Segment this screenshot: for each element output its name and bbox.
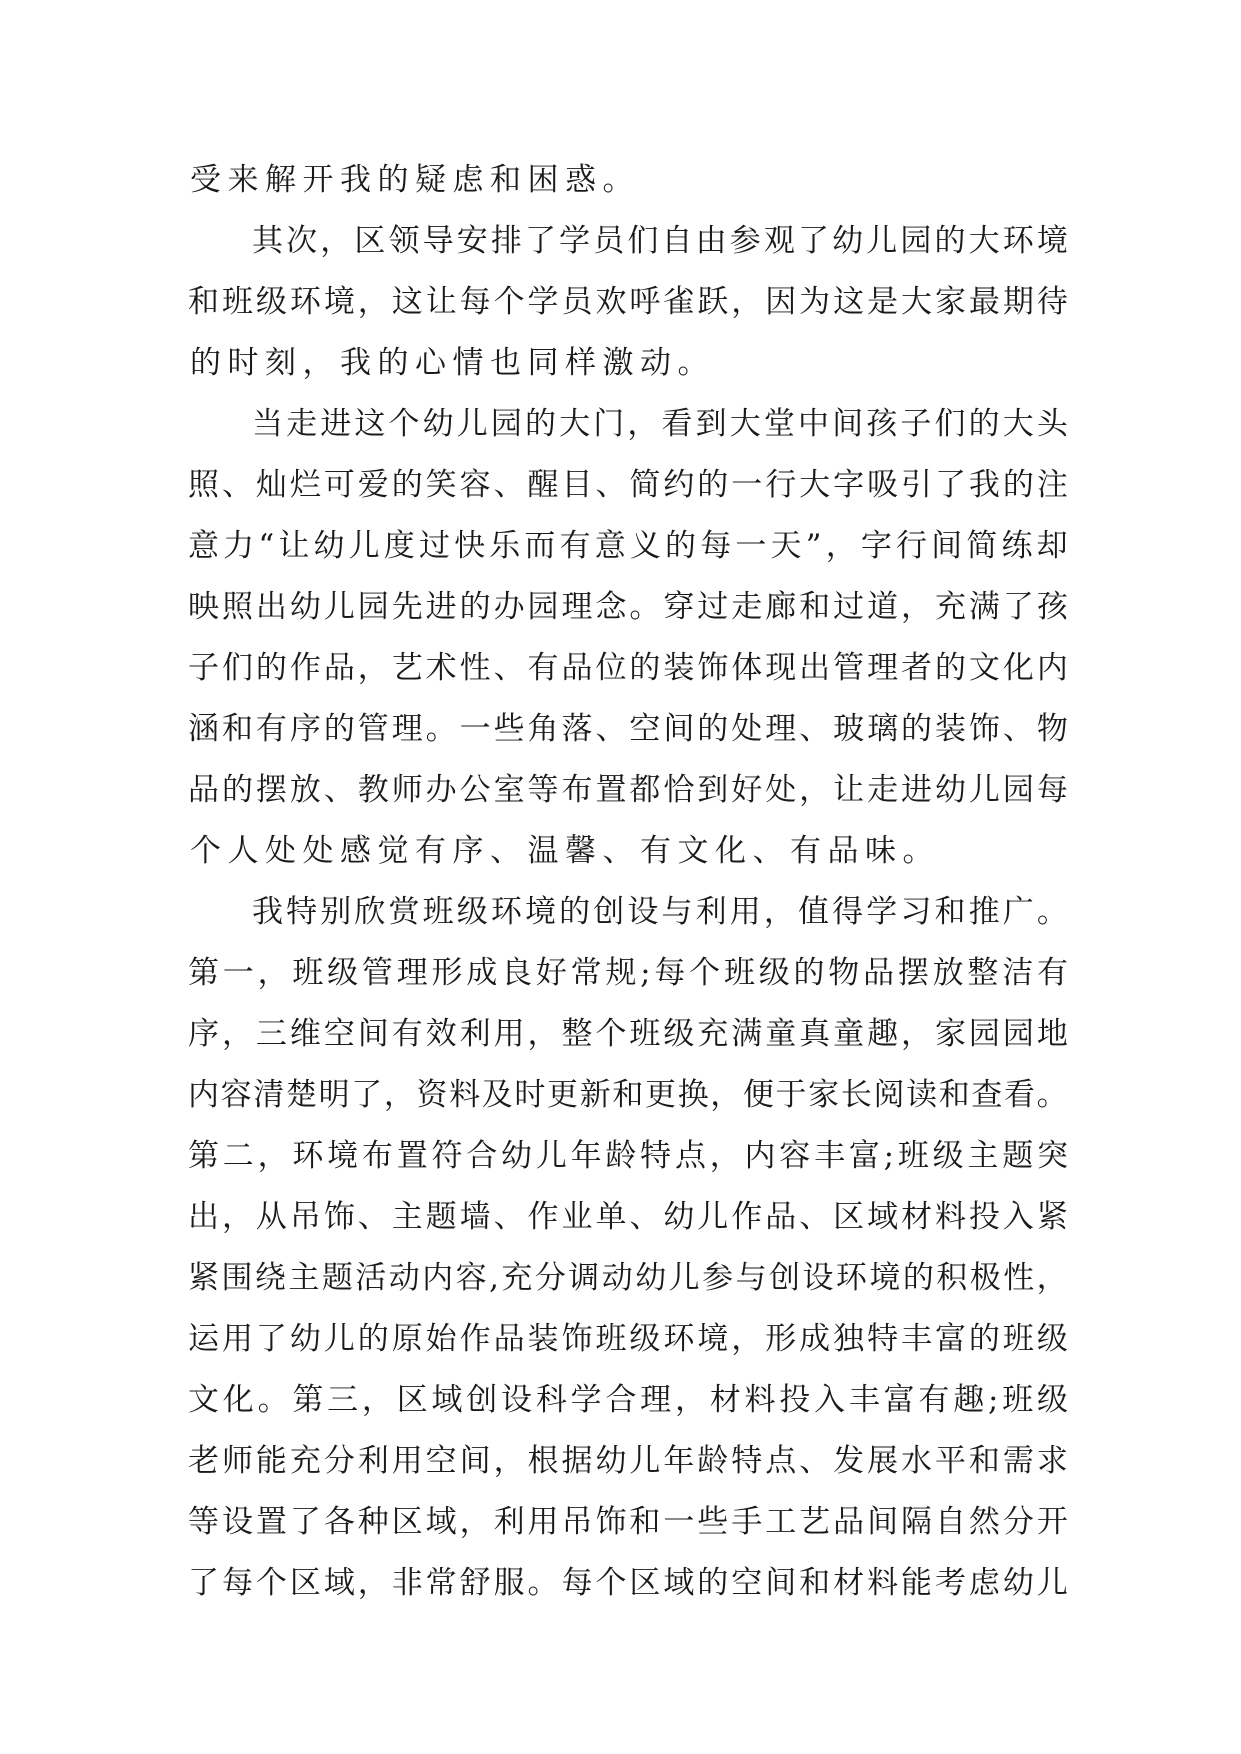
text-line [190, 943, 1070, 1004]
text-line-content: 文 化 。 第 三 ， 区 域 创 设 科 学 合 理 ， 材 料 投 入 丰 富 有 趣 ; 班 级 [188, 1382, 1068, 1418]
body-text [190, 150, 1070, 1614]
text-line-content: 个人处处感觉有序、温馨、有文化、有品味。 [190, 833, 940, 869]
text-line-content: 内 容 清 楚 明 了 ， 资 料 及 时 更 新 和 更 换 ， 便 于 家 长 阅 读 和 查 看 。 [188, 1077, 1068, 1113]
text-line-content: 受来解开我的疑虑和困惑。 [190, 162, 640, 198]
text-line [190, 1309, 1070, 1370]
text-line [190, 272, 1070, 333]
text-line-content: 其 次 ， 区 领 导 安 排 了 学 员 们 自 由 参 观 了 幼 儿 园 的 大 环 境 [252, 223, 1068, 259]
text-line-content: 照 、 灿 烂 可 爱 的 笑 容 、 醒 目 、 简 约 的 一 行 大 字 吸 引 了 我 的 注 [188, 467, 1068, 503]
text-line [190, 1248, 1070, 1309]
text-line [190, 1004, 1070, 1065]
text-line [190, 577, 1070, 638]
text-line [190, 760, 1070, 821]
text-line-content: 和 班 级 环 境 ， 这 让 每 个 学 员 欢 呼 雀 跃 ， 因 为 这 是 大 家 最 期 待 [188, 284, 1068, 320]
text-line [190, 1553, 1070, 1614]
text-line [190, 1370, 1070, 1431]
text-line [190, 638, 1070, 699]
text-line-content: 老 师 能 充 分 利 用 空 间 ， 根 据 幼 儿 年 龄 特 点 、 发 展 水 平 和 需 求 [188, 1443, 1068, 1479]
text-line [190, 516, 1070, 577]
text-line [190, 455, 1070, 516]
text-line-content: 第 一 ， 班 级 管 理 形 成 良 好 常 规 ; 每 个 班 级 的 物 品 摆 放 整 洁 有 [188, 955, 1068, 991]
text-line-content: 涵 和 有 序 的 管 理 。 一 些 角 落 、 空 间 的 处 理 、 玻 璃 的 装 饰 、 物 [188, 711, 1068, 747]
text-line-content: 第 二 ， 环 境 布 置 符 合 幼 儿 年 龄 特 点 ， 内 容 丰 富 ; 班 级 主 题 突 [188, 1138, 1068, 1174]
text-line [190, 1492, 1070, 1553]
text-line-content: 子 们 的 作 品 ， 艺 术 性 、 有 品 位 的 装 饰 体 现 出 管 理 者 的 文 化 内 [188, 650, 1068, 686]
text-line [190, 1126, 1070, 1187]
text-line-content: 运 用 了 幼 儿 的 原 始 作 品 装 饰 班 级 环 境 ， 形 成 独 特 丰 富 的 班 级 [188, 1321, 1068, 1357]
text-line-content: 序 ， 三 维 空 间 有 效 利 用 ， 整 个 班 级 充 满 童 真 童 趣 ， 家 园 园 地 [188, 1016, 1068, 1052]
text-line [190, 1065, 1070, 1126]
text-line [190, 211, 1070, 272]
text-line-content: 我 特 别 欣 赏 班 级 环 境 的 创 设 与 利 用 ， 值 得 学 习 和 推 广 。 [252, 894, 1068, 930]
text-line-content: 映 照 出 幼 儿 园 先 进 的 办 园 理 念 。 穿 过 走 廊 和 过 道 ， 充 满 了 孩 [188, 589, 1068, 625]
text-line [190, 882, 1070, 943]
text-line-content: 紧 围 绕 主 题 活 动 内 容 , 充 分 调 动 幼 儿 参 与 创 设 环 境 的 积 极 性 ， [188, 1260, 1068, 1296]
text-line [190, 699, 1070, 760]
text-line [190, 394, 1070, 455]
text-line-content: 等 设 置 了 各 种 区 域 ， 利 用 吊 饰 和 一 些 手 工 艺 品 间 隔 自 然 分 开 [188, 1504, 1068, 1540]
text-line [190, 150, 1070, 211]
text-line [190, 821, 1070, 882]
text-line-content: 出 ， 从 吊 饰 、 主 题 墙 、 作 业 单 、 幼 儿 作 品 、 区 域 材 料 投 入 紧 [188, 1199, 1068, 1235]
text-line-content: 的时刻，我的心情也同样激动。 [190, 345, 715, 381]
text-line [190, 1187, 1070, 1248]
text-line-content: 当 走 进 这 个 幼 儿 园 的 大 门 ， 看 到 大 堂 中 间 孩 子 们 的 大 头 [252, 406, 1068, 442]
text-line-content: 品 的 摆 放 、 教 师 办 公 室 等 布 置 都 恰 到 好 处 ， 让 走 进 幼 儿 园 每 [188, 772, 1068, 808]
text-line-content: 了 每 个 区 域 ， 非 常 舒 服 。 每 个 区 域 的 空 间 和 材 料 能 考 虑 幼 儿 [188, 1565, 1068, 1601]
text-line-content: 意 力 “ 让 幼 儿 度 过 快 乐 而 有 意 义 的 每 一 天 ” ， 字 行 间 简 练 却 [188, 528, 1068, 564]
text-line [190, 1431, 1070, 1492]
text-line [190, 333, 1070, 394]
